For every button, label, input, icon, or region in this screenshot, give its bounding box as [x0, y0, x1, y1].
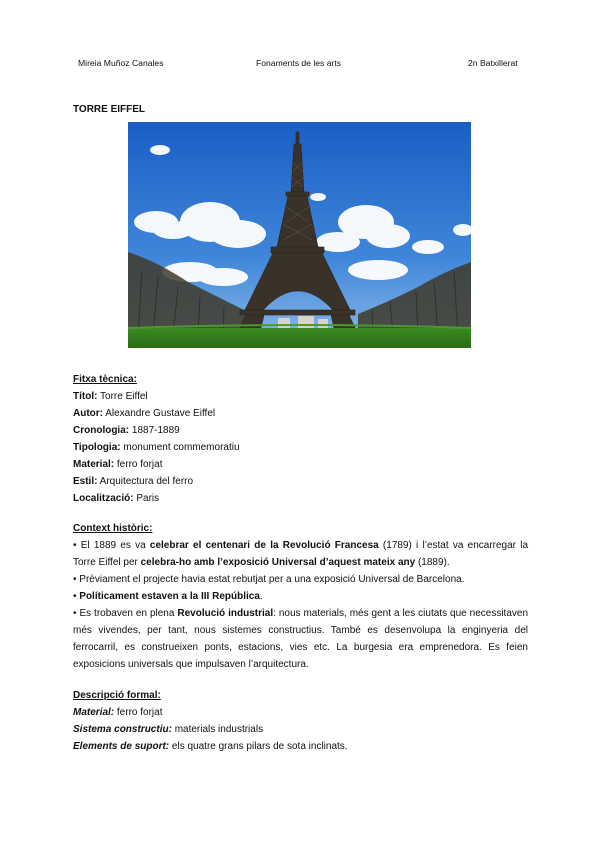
header-author: Mireia Muñoz Canales [78, 58, 164, 68]
header-subject: Fonaments de les arts [256, 58, 342, 68]
context-paragraph-1: • El 1889 es va celebrar el centenari de la Revolució Francesa (1789) i l’estat va encarregar la Torre Eiffel per celebra-ho amb l’exposició Universal d’aquest mateix any (1889). [73, 540, 529, 568]
fitxa-row: Tipologia: monument commemoratiu [73, 442, 240, 453]
context-paragraph-3: • Políticament estaven a la III República. [73, 591, 263, 602]
descripcio-row: Elements de suport: els quatre grans pilars de sota inclinats. [73, 741, 348, 752]
fitxa-row: Estil: Arquitectura del ferro [73, 476, 194, 487]
fitxa-row: Material: ferro forjat [73, 459, 163, 470]
eiffel-tower-photo [128, 122, 471, 348]
header-course: 2n Batxillerat [468, 58, 518, 68]
descripcio-row: Sistema constructiu: materials industrials [73, 724, 264, 735]
descripcio-formal [73, 687, 528, 755]
page-title: TORRE EIFFEL [73, 104, 146, 115]
context-heading: Context històric: [73, 523, 153, 534]
fitxa-row: Cronologia: 1887-1889 [73, 425, 180, 436]
fitxa-heading: Fitxa tècnica: [73, 374, 137, 385]
fitxa-row: Títol: Torre Eiffel [73, 391, 148, 402]
context-paragraph-2: • Prèviament el projecte havia estat rebutjat per a una exposició Universal de Barcelona. [73, 574, 465, 585]
fitxa-row: Autor: Alexandre Gustave Eiffel [73, 408, 216, 419]
descripcio-row: Material: ferro forjat [73, 707, 163, 718]
fitxa-tecnica [73, 371, 528, 507]
descripcio-heading: Descripció formal: [73, 690, 161, 701]
context-historic [73, 520, 528, 673]
fitxa-row: Localització: Paris [73, 493, 160, 504]
context-paragraph-4: • Es trobaven en plena Revolució industrial: nous materials, més gent a les ciutats que necessitaven més vivendes, per tant, nous sistemes constructius. També es desenvolupa la enginyeria del ferrocarril, es construeixen ponts, estacions, vies etc. La burgesia era emprenedora. Es feien exposicions universals que impulsaven l’arquitectura. [73, 608, 529, 670]
